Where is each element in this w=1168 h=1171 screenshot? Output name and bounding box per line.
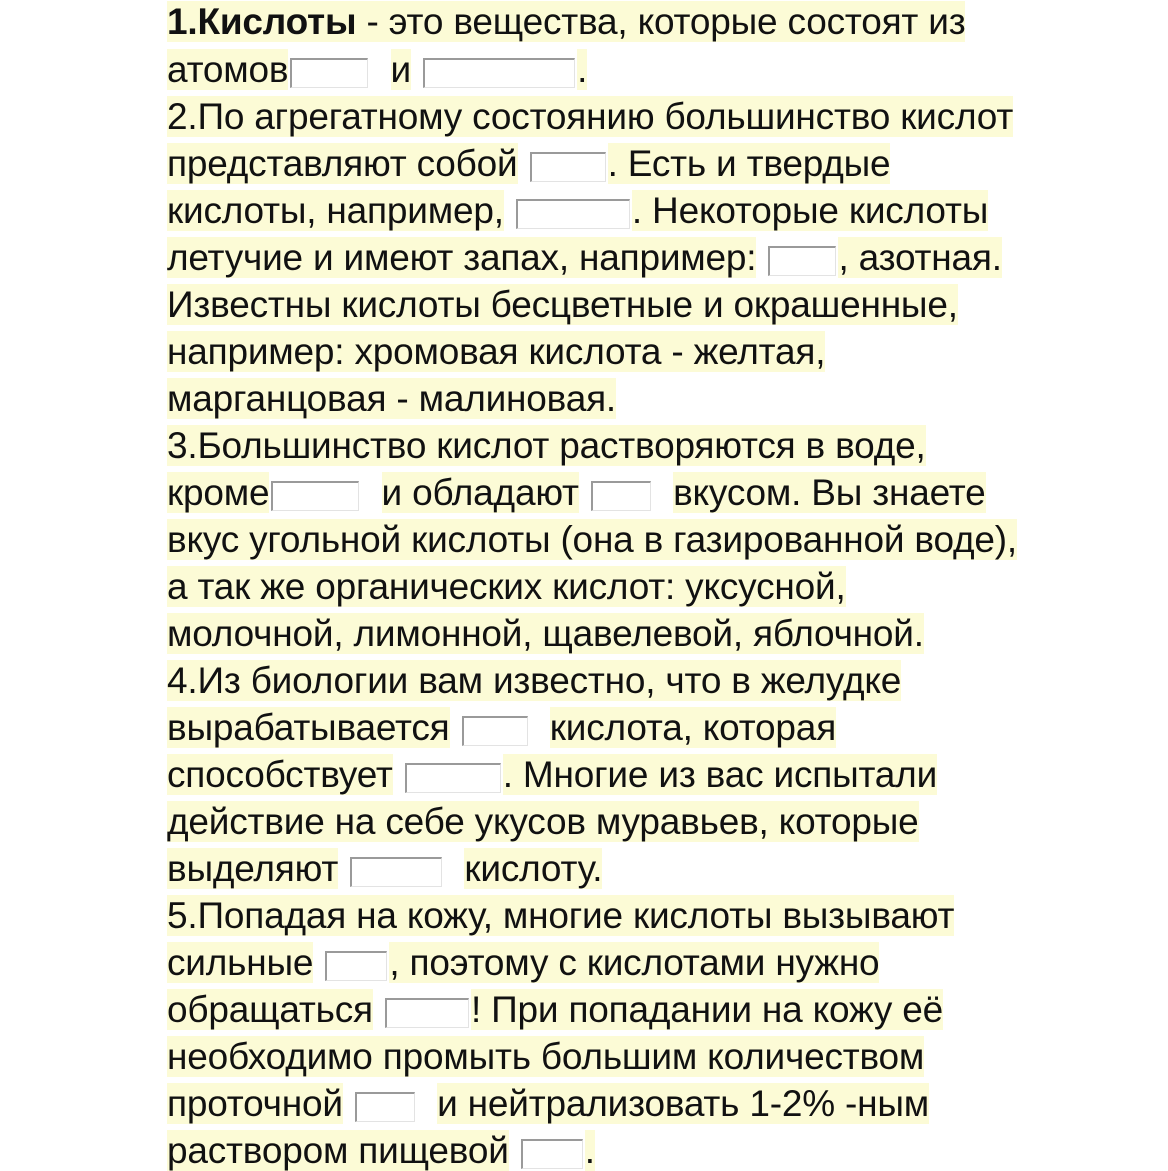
q1-line-2: [167, 50, 587, 90]
q3-line-4: [167, 567, 846, 607]
q2-text: кислоты, например,: [167, 190, 504, 231]
blank-13[interactable]: [355, 1092, 415, 1122]
q5-text: ! При попадании на кожу её: [470, 989, 944, 1030]
q5-text: и нейтрализовать 1-2% -ным: [437, 1083, 929, 1124]
q3-line-5: [167, 614, 924, 654]
q2-text: Известны кислоты бесцветные и окрашенные,: [167, 284, 958, 325]
q1-title: 1.Кислоты: [167, 1, 357, 42]
blank-4[interactable]: [516, 199, 630, 229]
blank-1[interactable]: [290, 58, 368, 88]
q5-line-4: [167, 1037, 924, 1077]
q5-line-1: [167, 896, 954, 936]
blank-5[interactable]: [768, 246, 836, 276]
q3-text: а так же органических кислот: уксусной,: [167, 566, 846, 607]
q5-text: обращаться: [167, 989, 373, 1030]
q5-text: , поэтому с кислотами нужно: [389, 942, 880, 983]
blank-11[interactable]: [325, 951, 387, 981]
q2-text: представляют собой: [167, 143, 518, 184]
q4-line-5: [167, 849, 602, 889]
q3-line-2: [167, 473, 986, 513]
blank-2[interactable]: [423, 58, 575, 88]
q1-text: и: [390, 49, 411, 90]
q1-line-1: [167, 2, 965, 42]
q5-line-6: [167, 1131, 595, 1171]
blank-12[interactable]: [385, 998, 469, 1028]
q5-line-3: [167, 990, 943, 1030]
q5-text: необходимо промыть большим количеством: [167, 1036, 925, 1077]
q4-line-4: [167, 802, 919, 842]
q4-text: . Многие из вас испытали: [502, 754, 938, 795]
q2-line-7: [167, 379, 616, 419]
q3-line-3: [167, 520, 1017, 560]
q2-text: . Некоторые кислоты: [631, 190, 989, 231]
q5-text: .: [584, 1130, 595, 1171]
q2-line-4: [167, 238, 1002, 278]
blank-8[interactable]: [462, 716, 528, 746]
q1-text: .: [577, 49, 588, 90]
q4-text: кислоту.: [464, 848, 603, 889]
q4-text: кислота, которая: [549, 707, 837, 748]
q1-text: атомов: [167, 49, 289, 90]
q2-text: летучие и имеют запах, например:: [167, 237, 757, 278]
blank-3[interactable]: [530, 152, 606, 182]
q3-text: 3.Большинство кислот растворяются в воде,: [167, 425, 926, 466]
q4-line-2: [167, 708, 836, 748]
blank-9[interactable]: [405, 763, 501, 793]
q2-text: например: хромовая кислота - желтая,: [167, 331, 826, 372]
q5-text: 5.Попадая на кожу, многие кислоты вызывают: [167, 895, 955, 936]
q3-text: вкусом. Вы знаете: [673, 472, 986, 513]
q4-line-1: [167, 661, 901, 701]
q2-line-2: [167, 144, 890, 184]
q4-line-3: [167, 755, 937, 795]
blank-6[interactable]: [271, 481, 359, 511]
q3-line-1: [167, 426, 926, 466]
q3-text: вкус угольной кислоты (она в газированной воде),: [167, 519, 1017, 560]
q2-line-3: [167, 191, 988, 231]
q2-text: марганцовая - малиновая.: [167, 378, 616, 419]
q5-line-5: [167, 1084, 929, 1124]
q3-text: кроме: [167, 472, 270, 513]
blank-14[interactable]: [521, 1139, 583, 1169]
q4-text: действие на себе укусов муравьев, которые: [167, 801, 919, 842]
q2-text: 2.По агрегатному состоянию большинство кислот: [167, 96, 1014, 137]
q4-text: 4.Из биологии вам известно, что в желудке: [167, 660, 902, 701]
q2-line-5: [167, 285, 958, 325]
q2-text: . Есть и твердые: [607, 143, 891, 184]
q5-text: проточной: [167, 1083, 343, 1124]
q5-line-2: [167, 943, 879, 983]
q5-text: раствором пищевой: [167, 1130, 509, 1171]
q2-line-6: [167, 332, 825, 372]
q5-text: сильные: [167, 942, 314, 983]
q4-text: выделяют: [167, 848, 339, 889]
q3-text: молочной, лимонной, щавелевой, яблочной.: [167, 613, 924, 654]
blank-10[interactable]: [350, 857, 442, 887]
blank-7[interactable]: [591, 481, 651, 511]
q2-text: , азотная.: [838, 237, 1002, 278]
q4-text: вырабатывается: [167, 707, 450, 748]
q3-text: и обладают: [381, 472, 579, 513]
q4-text: способствует: [167, 754, 393, 795]
q2-line-1: [167, 97, 1013, 137]
q1-text: - это вещества, которые состоят из: [356, 1, 966, 42]
